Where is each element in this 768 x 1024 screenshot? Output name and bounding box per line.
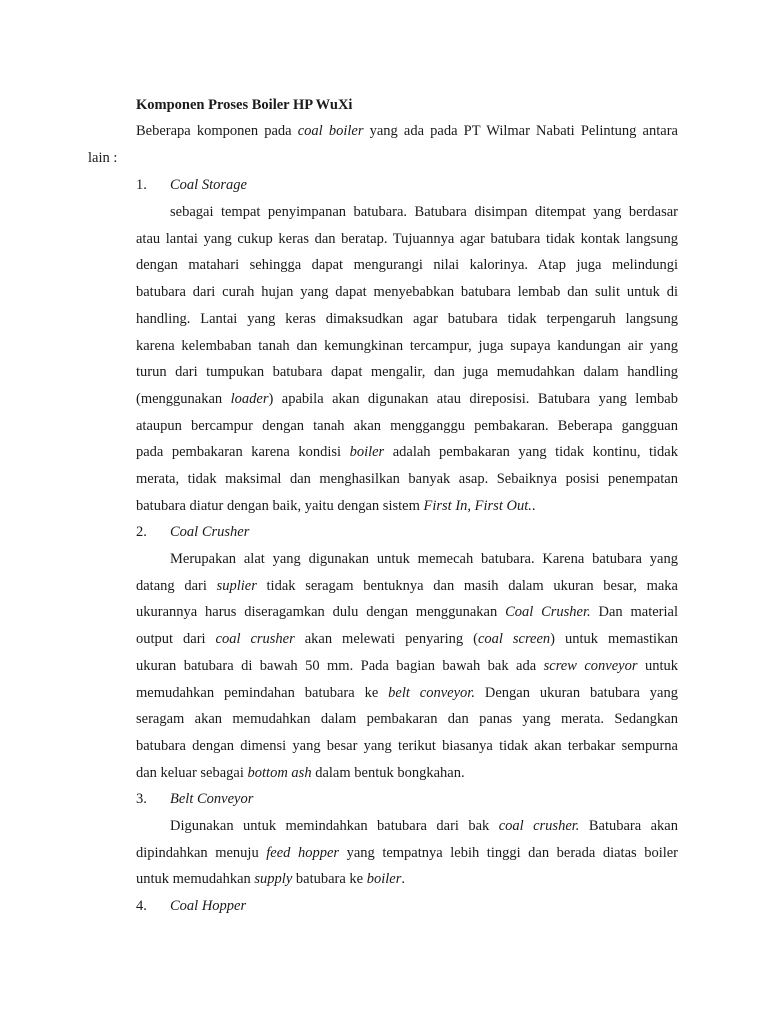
- text-run: seragam akan memudahkan dalam pembakaran dan panas yang merata. Sedangkan: [136, 711, 678, 728]
- paragraph-line: [136, 764, 465, 782]
- paragraph-line: [136, 390, 678, 408]
- text-run: ataupun bercampur dengan tanah akan mengganggu pembakaran. Beberapa gangguan: [136, 417, 678, 434]
- text-run: Digunakan untuk memindahkan batubara dari bak: [170, 818, 499, 834]
- text-run: lain :: [88, 150, 118, 166]
- section-heading-coal-storage: Coal Storage: [170, 177, 247, 193]
- italic-term: suplier: [216, 577, 257, 594]
- italic-term: coal crusher.: [498, 818, 580, 834]
- text-run: sebagai tempat penyimpanan batubara. Batubara disimpan ditempat yang berdasar: [170, 204, 678, 220]
- intro-line: [88, 149, 117, 167]
- text-run: untuk: [637, 657, 678, 674]
- text-run: Batubara akan: [579, 818, 678, 834]
- text-run: tidak seragam bentuknya dan masih dalam ukuran besar, maka: [256, 577, 678, 594]
- text-run: adalah pembakaran yang tidak kontinu, tidak: [384, 444, 678, 461]
- text-run: (menggunakan: [136, 390, 231, 407]
- text-run: pada pembakaran karena kondisi: [136, 444, 350, 461]
- text-run: ) apabila akan digunakan atau direposisi. Batubara yang lembab: [268, 390, 678, 407]
- text-run: yang tempatnya lebih tinggi dan berada diatas boiler: [339, 844, 679, 861]
- text-run: Dengan ukuran batubara yang: [474, 684, 678, 701]
- paragraph-line: [136, 470, 678, 488]
- paragraph-line: [136, 363, 678, 381]
- text-run: Merupakan alat yang digunakan untuk memecah batubara. Karena batubara yang: [170, 551, 678, 567]
- section-heading-belt-conveyor: Belt Conveyor: [170, 791, 254, 807]
- paragraph-line: [136, 870, 405, 888]
- italic-term: feed hopper: [266, 844, 340, 861]
- text-run: dengan matahari sehingga dapat mengurangi nilai kalorinya. Atap juga melindungi: [136, 257, 678, 274]
- text-run: memudahkan pemindahan batubara ke: [136, 684, 389, 701]
- text-run: akan melewati penyaring (: [294, 631, 478, 648]
- section-number: 1.: [136, 177, 147, 193]
- paragraph-line: [136, 844, 678, 862]
- paragraph-line: [136, 497, 535, 515]
- text-run: ukurannya harus diseragamkan dulu dengan menggunakan: [136, 604, 506, 621]
- paragraph-line: [170, 203, 678, 221]
- text-run: Beberapa komponen pada: [136, 123, 298, 139]
- italic-term: coal boiler: [297, 123, 364, 139]
- italic-term: screw conveyor: [543, 657, 638, 674]
- section-heading-coal-crusher: Coal Crusher: [170, 524, 250, 540]
- text-run: ukuran batubara di bawah 50 mm. Pada bagian bawah bak ada: [136, 657, 544, 674]
- text-run: .: [531, 497, 536, 514]
- text-run: dipindahkan menuju: [136, 844, 267, 861]
- text-run: output dari: [136, 631, 216, 648]
- section-number: 3.: [136, 791, 147, 807]
- text-run: batubara diatur dengan baik, yaitu dengan sistem: [136, 497, 424, 514]
- text-run: karena kelembaban tanah dan kemungkinan tercampur, juga supaya kandungan air yang: [136, 337, 678, 354]
- paragraph-line: [136, 337, 678, 355]
- text-run: turun dari tumpukan batubara dapat mengalir, dan juga memudahkan dalam handling: [136, 364, 678, 381]
- paragraph-line: [136, 256, 678, 274]
- text-run: atau lantai yang cukup keras dan beratap. Tujuannya agar batubara tidak kontak langsung: [136, 230, 678, 247]
- paragraph-line: [136, 630, 678, 648]
- paragraph-line: [136, 230, 678, 248]
- paragraph-line: [170, 550, 678, 568]
- italic-term: First In, First Out.: [423, 497, 532, 514]
- document-title: Komponen Proses Boiler HP WuXi: [136, 97, 353, 113]
- text-run: dalam bentuk bongkahan.: [311, 764, 465, 781]
- paragraph-line: [136, 684, 678, 702]
- text-run: handling. Lantai yang keras dimaksudkan agar batubara tidak terpengaruh langsung: [136, 310, 678, 327]
- text-run: datang dari: [136, 577, 217, 594]
- italic-term: boiler: [366, 871, 402, 888]
- italic-term: coal screen: [477, 631, 551, 648]
- paragraph-line: [136, 443, 678, 461]
- paragraph-line: [136, 310, 678, 328]
- paragraph-line: [136, 710, 678, 728]
- italic-term: belt conveyor.: [388, 684, 475, 701]
- text-run: yang ada pada PT Wilmar Nabati Pelintung antara: [363, 123, 678, 139]
- text-run: batubara dengan dimensi yang besar yang terikut biasanya tidak akan terbakar sempurna: [136, 737, 678, 754]
- text-run: dan keluar sebagai: [136, 764, 248, 781]
- paragraph-line: [136, 577, 678, 595]
- section-number: 4.: [136, 898, 147, 914]
- text-run: .: [401, 871, 406, 888]
- text-run: merata, tidak maksimal dan menghasilkan banyak asap. Sebaiknya posisi penempatan: [136, 471, 678, 487]
- text-run: untuk memudahkan: [136, 871, 255, 888]
- text-run: batubara ke: [292, 871, 367, 888]
- italic-term: bottom ash: [247, 764, 312, 781]
- section-heading-coal-hopper: Coal Hopper: [170, 898, 247, 914]
- italic-term: loader: [230, 390, 269, 407]
- paragraph-line: [136, 737, 678, 755]
- italic-term: supply: [254, 871, 293, 888]
- text-run: ) untuk memastikan: [550, 631, 679, 648]
- italic-term: coal crusher: [215, 631, 295, 648]
- text-run: Dan material: [590, 604, 678, 621]
- paragraph-line: [136, 603, 678, 621]
- section-number: 2.: [136, 524, 147, 540]
- paragraph-line: [136, 283, 678, 301]
- paragraph-line: [136, 417, 678, 435]
- paragraph-line: [170, 817, 678, 835]
- italic-term: Coal Crusher.: [505, 604, 591, 621]
- intro-line: [136, 122, 678, 140]
- italic-term: boiler: [349, 444, 385, 461]
- text-run: batubara dari curah hujan yang dapat menyebabkan batubara lembab dan sulit untuk di: [136, 284, 678, 301]
- paragraph-line: [136, 657, 678, 675]
